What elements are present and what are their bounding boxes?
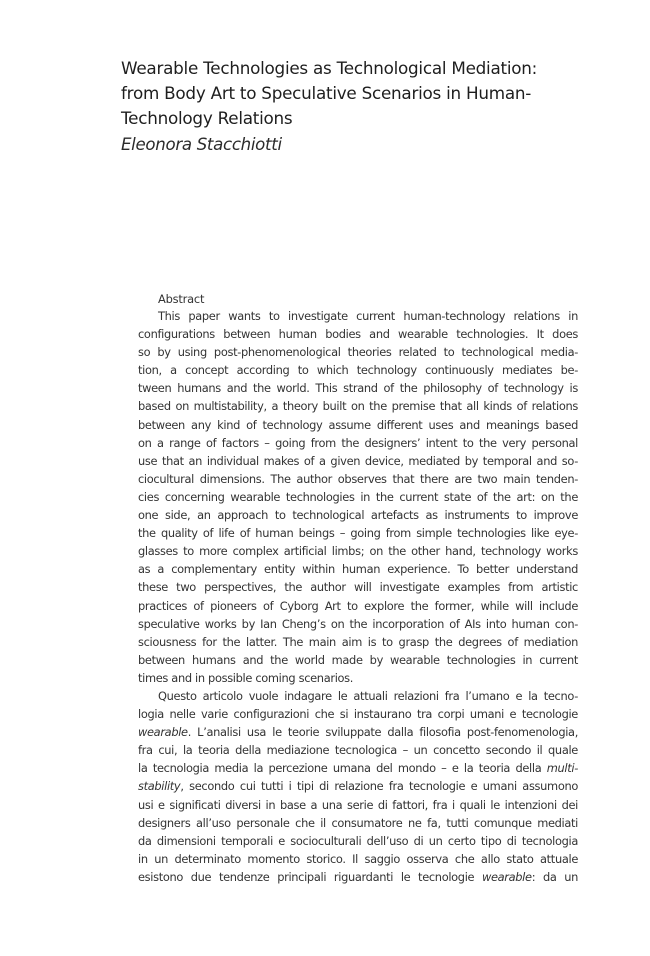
text-line: practices of pioneers of Cyborg Art to explore the former, while will include: [138, 598, 578, 613]
text-line: as a complementary entity within human experience. To better understand: [138, 562, 578, 577]
text-line: This paper wants to investigate current human-technology relations in: [158, 309, 578, 323]
text-line: the quality of life of human beings – going from simple technologies like eye-: [138, 526, 578, 541]
text-line: Questo articolo vuole indagare le attuali relazioni fra l’umano e la tecno-: [158, 689, 578, 703]
text-line: based on multistability, a theory built on the premise that all kinds of relations: [138, 399, 578, 414]
text-line: tion, a concept according to which technology continuously mediates be-: [138, 363, 578, 378]
italic-term: stability: [138, 779, 181, 794]
text-run: la tecnologia media la percezione umana del mondo – e la teoria della: [138, 761, 547, 776]
text-run: esistono due tendenze principali riguardanti le tecnologie: [138, 869, 482, 884]
italic-term: wearable: [138, 725, 188, 740]
text-line: cies concerning wearable technologies in the current state of the art: on the: [138, 489, 578, 504]
text-line: [138, 777, 578, 795]
text-line: these two perspectives, the author will investigate examples from artistic: [138, 580, 578, 595]
text-line: tween humans and the world. This strand of the philosophy of technology is: [138, 381, 578, 396]
text-line: [138, 759, 578, 777]
text-line: times and in possible coming scenarios.: [138, 670, 354, 685]
text-run: . L’analisi usa le teorie sviluppate dalla filosofia post-fenomenologia,: [187, 725, 578, 740]
text-line: logia nelle varie configurazioni che si instaurano tra corpi umani e tecnologie: [138, 707, 578, 722]
text-run: : da un: [531, 869, 579, 884]
text-line: speculative works by Ian Cheng’s on the incorporation of AIs into human con-: [138, 616, 578, 631]
text-line: glasses to more complex artificial limbs; on the other hand, technology works: [138, 544, 578, 559]
text-line: ciocultural dimensions. The author observes that there are two main tenden-: [138, 471, 578, 486]
text-line: so by using post-phenomenological theories related to technological media-: [138, 345, 578, 360]
italic-term: wearable: [481, 869, 532, 884]
text-line: use that an individual makes of a given device, mediated by temporal and so-: [138, 453, 578, 468]
text-line: between humans and the world made by wearable technologies in current: [138, 652, 578, 667]
abstract-heading: Abstract: [158, 292, 205, 306]
title-line: Wearable Technologies as Technological Mediation:: [121, 58, 538, 78]
text-line: configurations between human bodies and wearable technologies. It does: [138, 327, 578, 342]
text-line: designers all’uso personale che il consumatore ne fa, tutti comunque mediati: [138, 815, 578, 830]
paper-title: [121, 56, 581, 131]
text-line: da dimensioni temporali e socioculturali dell’uso di un certo tipo di tecnologia: [138, 833, 578, 848]
abstract-english: [138, 307, 578, 687]
text-line: in un determinato momento storico. Il saggio osserva che allo stato attuale: [138, 851, 578, 866]
text-line: fra cui, la teoria della mediazione tecnologica – un concetto secondo il quale: [138, 743, 578, 758]
text-run: , secondo cui tutti i tipi di relazione fra tecnologie e umani assumono: [180, 779, 578, 794]
text-line: sciousness for the latter. The main aim is to grasp the degrees of mediation: [138, 634, 578, 649]
text-line: usi e significati diversi in base a una serie di fattori, fra i quali le intenzioni dei: [138, 797, 578, 812]
text-line: [138, 868, 578, 886]
author-name: Eleonora Stacchiotti: [121, 135, 282, 154]
text-line: one side, an approach to technological artefacts as instruments to improve: [138, 508, 578, 523]
text-line: [138, 723, 578, 741]
abstract-italian: [138, 687, 578, 886]
text-line: between any kind of technology assume different uses and meanings based: [138, 417, 578, 432]
text-line: on a range of factors – going from the designers’ intent to the very personal: [138, 435, 578, 450]
italic-term: multi-: [546, 761, 578, 776]
title-line: Technology Relations: [121, 108, 293, 128]
title-line: from Body Art to Speculative Scenarios in Human-: [121, 83, 532, 103]
